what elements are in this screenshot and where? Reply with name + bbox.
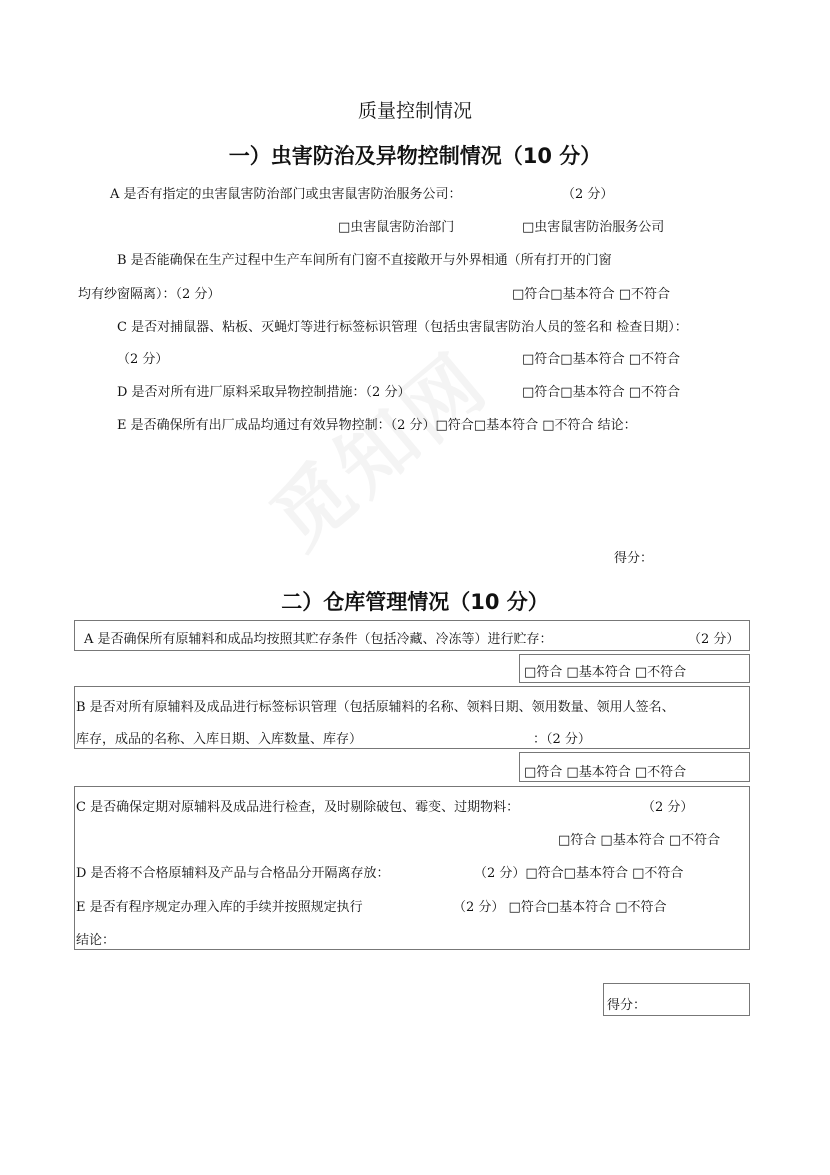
s2-d-question: D 是否将不合格原辅料及产品与合格品分开隔离存放： [76, 866, 390, 881]
s2-c-options[interactable]: □符合 □基本符合 □不符合 [558, 833, 721, 848]
s2-conclusion-label: 结论： [76, 933, 116, 948]
s1-c-question: C 是否对捕鼠器、粘板、灭蝇灯等进行标签标识管理（包括虫害鼠害防治人员的签名和 检查日期）： [117, 320, 688, 335]
s1-b-question-line1: B 是否能确保在生产过程中生产车间所有门窗不直接敞开与外界相通（所有打开的门窗 [117, 253, 612, 268]
s2-e-question: E 是否有程序规定办理入库的手续并按照规定执行 [76, 900, 363, 915]
s1-d-options[interactable]: □符合□基本符合 □不符合 [522, 385, 680, 400]
s1-a-question: A 是否有指定的虫害鼠害防治部门或虫害鼠害防治服务公司： [110, 187, 462, 202]
s2-a-question: A 是否确保所有原辅料和成品均按照其贮存条件（包括冷藏、冷冻等）进行贮存： [84, 632, 553, 647]
s1-b-question-line2: 均有纱窗隔离）：（2 分） [78, 287, 221, 302]
s1-a-option-service-company[interactable]: □虫害鼠害防治服务公司 [522, 220, 665, 235]
s2-b-question-line2: 库存，成品的名称、入库日期、入库数量、库存） [76, 732, 363, 747]
s2-c-question: C 是否确保定期对原辅料及成品进行检查，及时剔除破包、霉变、过期物料： [76, 800, 520, 815]
s2-d-points-options[interactable]: （2 分）□符合□基本符合 □不符合 [474, 866, 684, 881]
s2-a-options[interactable]: □符合 □基本符合 □不符合 [524, 665, 687, 680]
s1-a-points: （2 分） [562, 187, 614, 202]
s2-b-question-line1: B 是否对所有原辅料及成品进行标签标识管理（包括原辅料的名称、领料日期、领用数量、领用人签名、 [76, 700, 675, 715]
s1-e-line: E 是否确保所有出厂成品均通过有效异物控制：（2 分）□符合□基本符合 □不符合 结论： [117, 418, 637, 433]
s2-score-label: 得分： [607, 998, 647, 1013]
section2-heading: 二）仓库管理情况（10 分） [281, 590, 549, 614]
s2-b-points: ：（2 分） [533, 732, 591, 747]
s1-c-points: （2 分） [117, 352, 169, 367]
s2-a-points: （2 分） [688, 632, 740, 647]
section1-heading: 一）虫害防治及异物控制情况（10 分） [228, 144, 602, 168]
watermark [243, 322, 508, 570]
s1-score-label: 得分： [614, 551, 654, 566]
s1-b-options[interactable]: □符合□基本符合 □不符合 [512, 287, 670, 302]
s1-a-option-department[interactable]: □虫害鼠害防治部门 [338, 220, 455, 235]
s2-c-points: （2 分） [642, 800, 694, 815]
s2-b-options[interactable]: □符合 □基本符合 □不符合 [524, 765, 687, 780]
page-title: 质量控制情况 [357, 100, 472, 122]
s1-c-options[interactable]: □符合□基本符合 □不符合 [522, 352, 680, 367]
s1-d-question: D 是否对所有进厂原料采取异物控制措施：（2 分） [117, 385, 411, 400]
s2-e-points-options[interactable]: （2 分） □符合□基本符合 □不符合 [453, 900, 667, 915]
